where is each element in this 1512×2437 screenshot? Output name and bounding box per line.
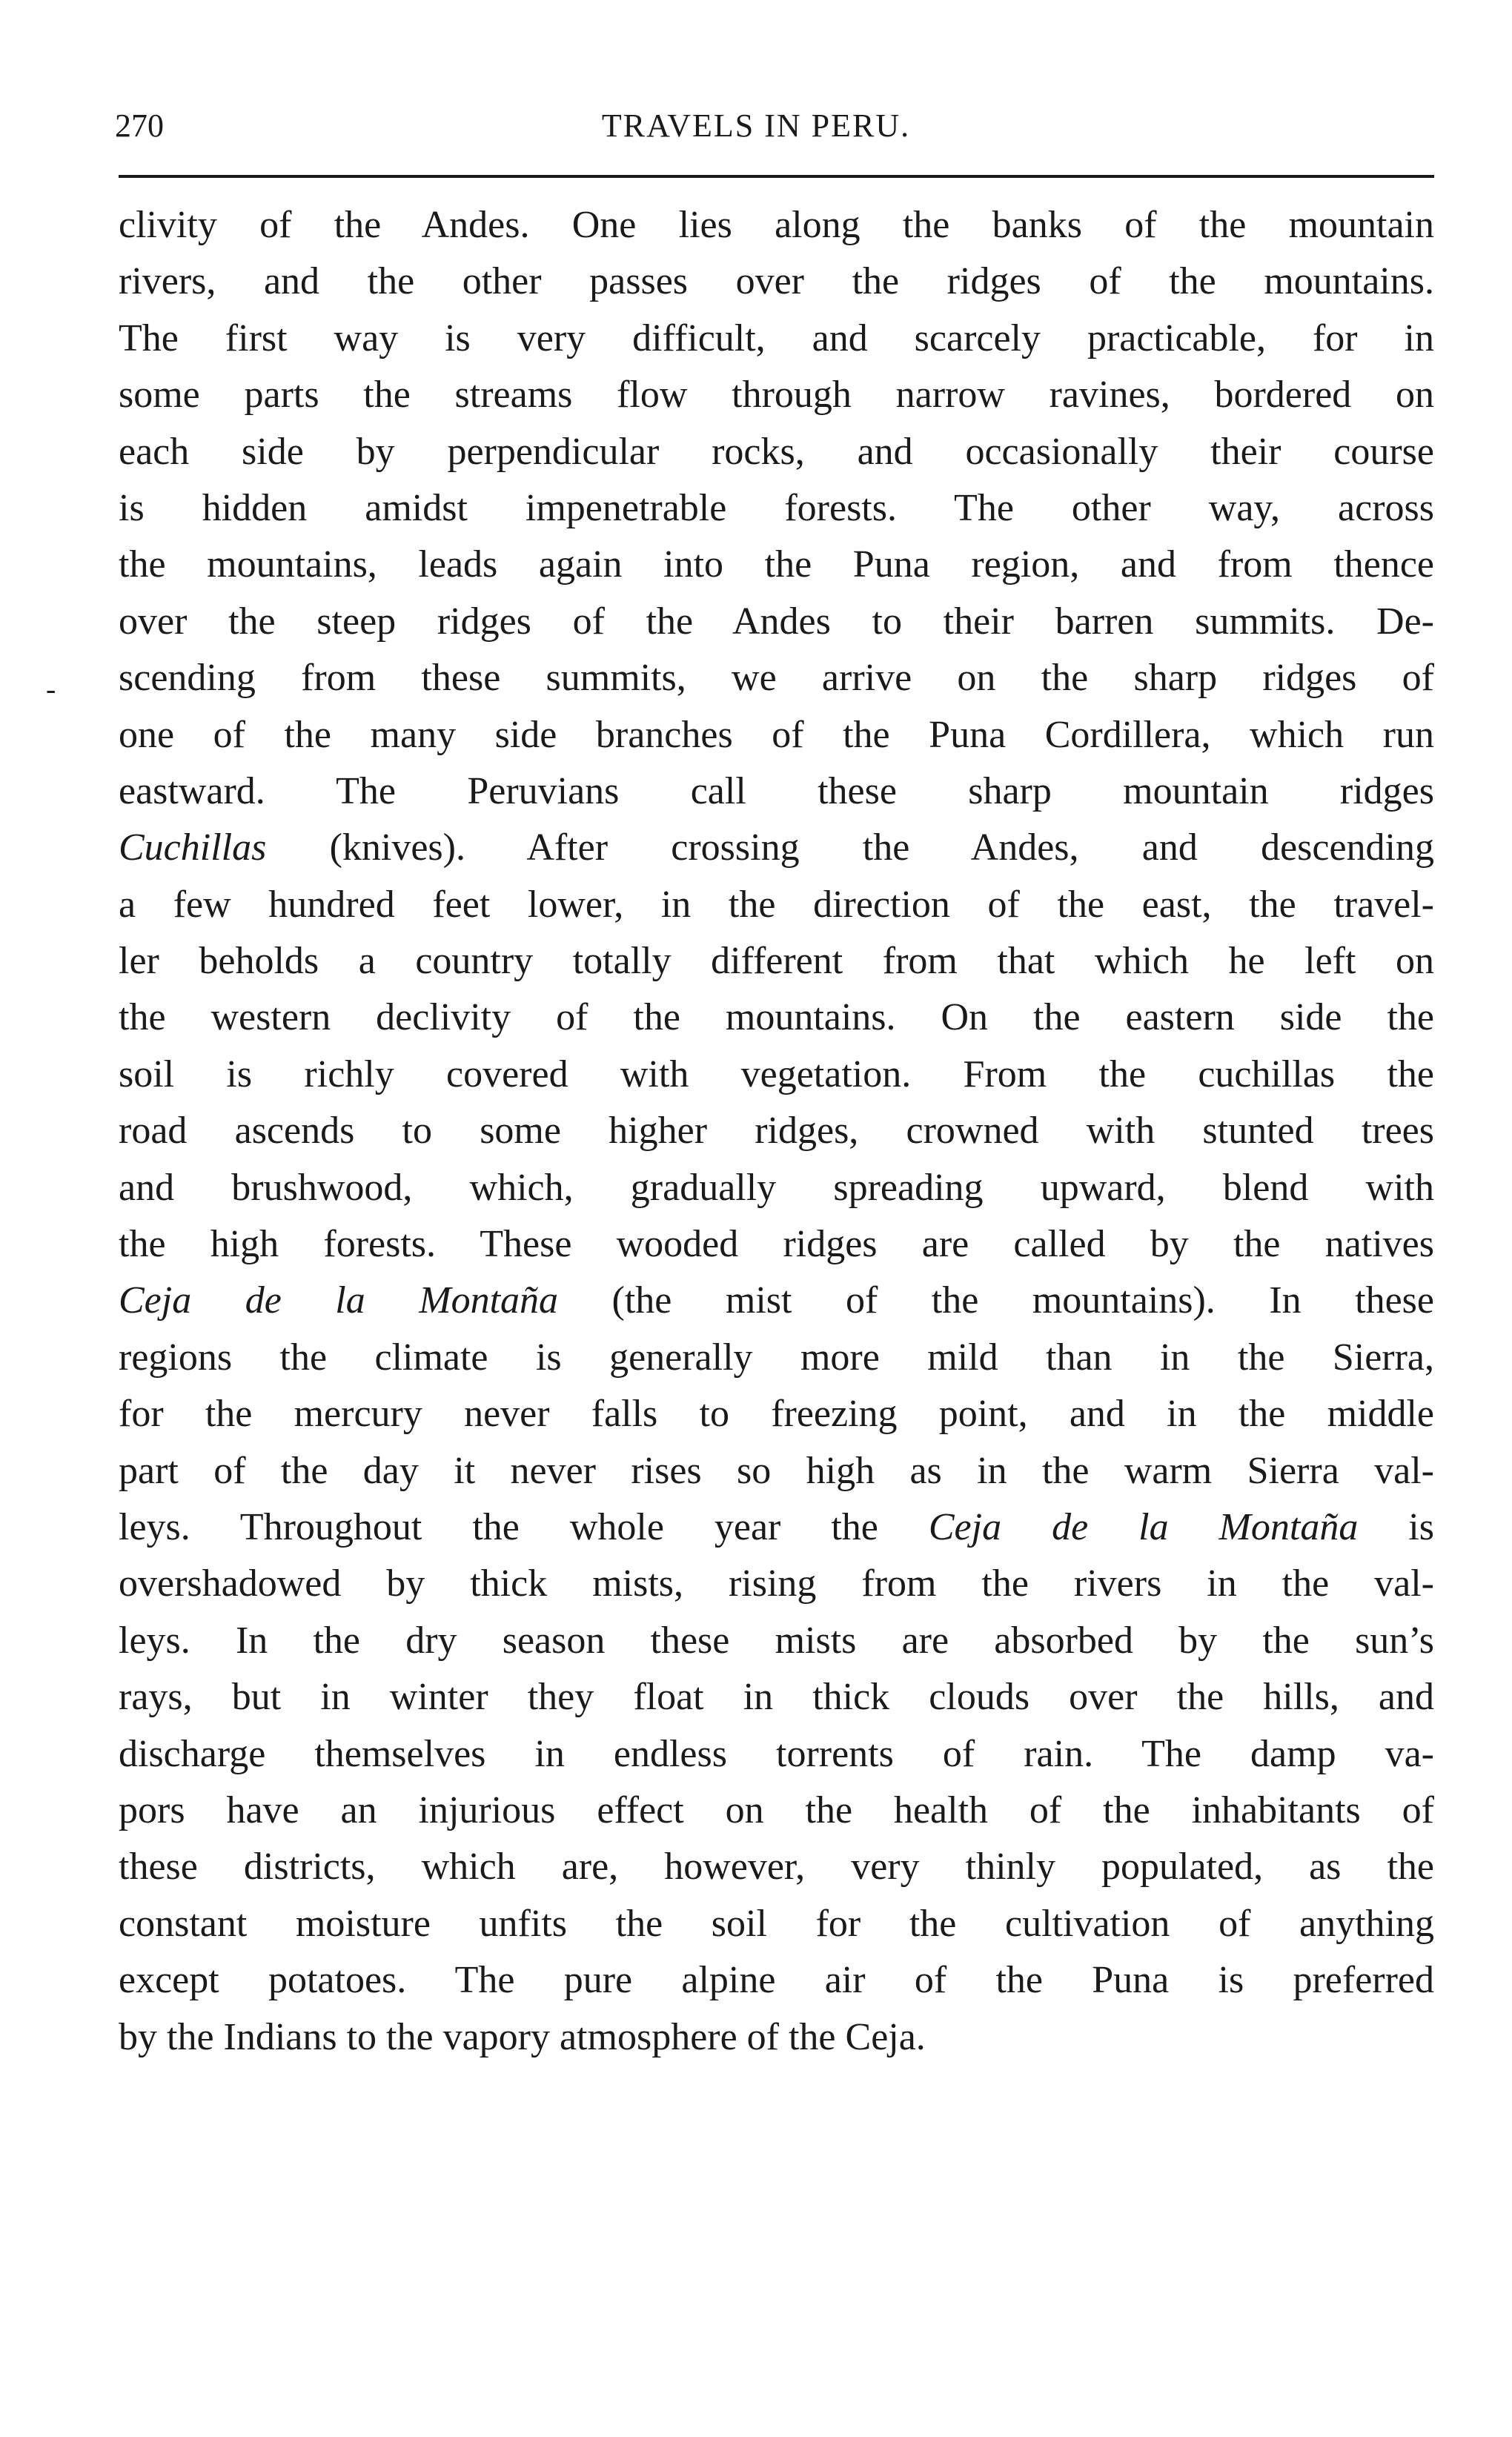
line-text: one of the many side branches of the Puna Cordillera, which run (119, 713, 1434, 756)
text-line (119, 1783, 1434, 1839)
text-line (119, 820, 1434, 876)
line-text: (the mist of the mountains). In these (558, 1279, 1434, 1322)
text-line (119, 763, 1434, 820)
line-text: leys. In the dry season these mists are absorbed by the sun’s (119, 1619, 1434, 1662)
text-line (119, 1047, 1434, 1103)
line-text: discharge themselves in endless torrents of rain. The damp va- (119, 1732, 1434, 1775)
text-line (119, 989, 1434, 1046)
line-text: the western declivity of the mountains. On the eastern side the (119, 996, 1434, 1039)
line-text: soil is richly covered with vegetation. From the cuchillas the (119, 1052, 1434, 1095)
line-text: and brushwood, which, gradually spreading upward, blend with (119, 1166, 1434, 1209)
text-line (119, 197, 1434, 253)
text-line (119, 1896, 1434, 1952)
line-text: (knives). After crossing the Andes, and descending (266, 826, 1434, 869)
line-text: each side by perpendicular rocks, and occasionally their course (119, 430, 1434, 473)
text-line (119, 877, 1434, 933)
text-line (119, 1952, 1434, 2009)
line-text: a few hundred feet lower, in the direction of the east, the travel- (119, 883, 1434, 926)
text-line (119, 480, 1434, 537)
line-text: road ascends to some higher ridges, crowned with stunted trees (119, 1110, 1434, 1153)
text-line (119, 2009, 1434, 2066)
line-text: overshadowed by thick mists, rising from the rivers in the val- (119, 1562, 1434, 1605)
line-text: scending from these summits, we arrive on the sharp ridges of (119, 657, 1434, 700)
line-text: is hidden amidst impenetrable forests. The other way, across (119, 486, 1434, 529)
line-text: for the mercury never falls to freezing point, and in the middle (119, 1393, 1434, 1436)
line-text: regions the climate is generally more mild than in the Sierra, (119, 1336, 1434, 1379)
text-line (119, 1273, 1434, 1329)
body-text (119, 197, 1434, 2066)
text-line (119, 1839, 1434, 1895)
line-text: clivity of the Andes. One lies along the banks of the mountain (119, 204, 1434, 246)
page-number: 270 (115, 107, 164, 144)
line-text: the high forests. These wooded ridges are called by the natives (119, 1223, 1434, 1266)
text-line (119, 1499, 1434, 1556)
running-title: TRAVELS IN PERU. (601, 107, 911, 144)
line-text: is (1358, 1505, 1434, 1548)
line-text: ler beholds a country totally different from that which he left on (119, 940, 1434, 983)
text-line (119, 311, 1434, 367)
line-text: these districts, which are, however, very thinly populated, as the (119, 1846, 1434, 1889)
text-line (119, 1160, 1434, 1216)
line-text: rays, but in winter they float in thick clouds over the hills, and (119, 1676, 1434, 1719)
line-text: pors have an injurious effect on the health of the inhabitants of (119, 1788, 1434, 1831)
text-line (119, 253, 1434, 310)
header-rule (119, 175, 1434, 178)
text-line (119, 1726, 1434, 1783)
line-text: over the steep ridges of the Andes to their barren summits. De- (119, 600, 1434, 643)
text-line (119, 1669, 1434, 1725)
text-line (119, 650, 1434, 706)
text-line (119, 367, 1434, 423)
text-line (119, 1556, 1434, 1612)
italic-term: Ceja de la Montaña (928, 1505, 1359, 1548)
text-line (119, 1216, 1434, 1273)
line-text: eastward. The Peruvians call these sharp mountain ridges (119, 769, 1434, 812)
line-text: the mountains, leads again into the Puna region, and from thence (119, 543, 1434, 586)
text-line (119, 933, 1434, 989)
text-line (119, 1103, 1434, 1159)
line-text: except potatoes. The pure alpine air of the Puna is preferred (119, 1959, 1434, 2002)
text-line (119, 707, 1434, 763)
line-text: some parts the streams flow through narrow ravines, bordered on (119, 374, 1434, 417)
text-line (119, 1330, 1434, 1386)
line-text: leys. Throughout the whole year the (119, 1505, 929, 1548)
line-text: rivers, and the other passes over the ridges of the mountains. (119, 260, 1434, 303)
text-line (119, 424, 1434, 480)
margin-mark: - (46, 672, 56, 706)
italic-term: Cuchillas (119, 826, 267, 869)
text-line (119, 594, 1434, 650)
line-text: part of the day it never rises so high as in the warm Sierra val- (119, 1449, 1434, 1492)
line-text: The first way is very difficult, and scarcely practicable, for in (119, 316, 1434, 359)
text-line (119, 1443, 1434, 1499)
text-line (119, 1613, 1434, 1669)
italic-term: Ceja de la Montaña (119, 1279, 559, 1322)
line-text: by the Indians to the vapory atmosphere of the Ceja. (119, 2015, 926, 2058)
line-text: constant moisture unfits the soil for the cultivation of anything (119, 1902, 1434, 1945)
text-line (119, 537, 1434, 593)
text-line (119, 1386, 1434, 1442)
